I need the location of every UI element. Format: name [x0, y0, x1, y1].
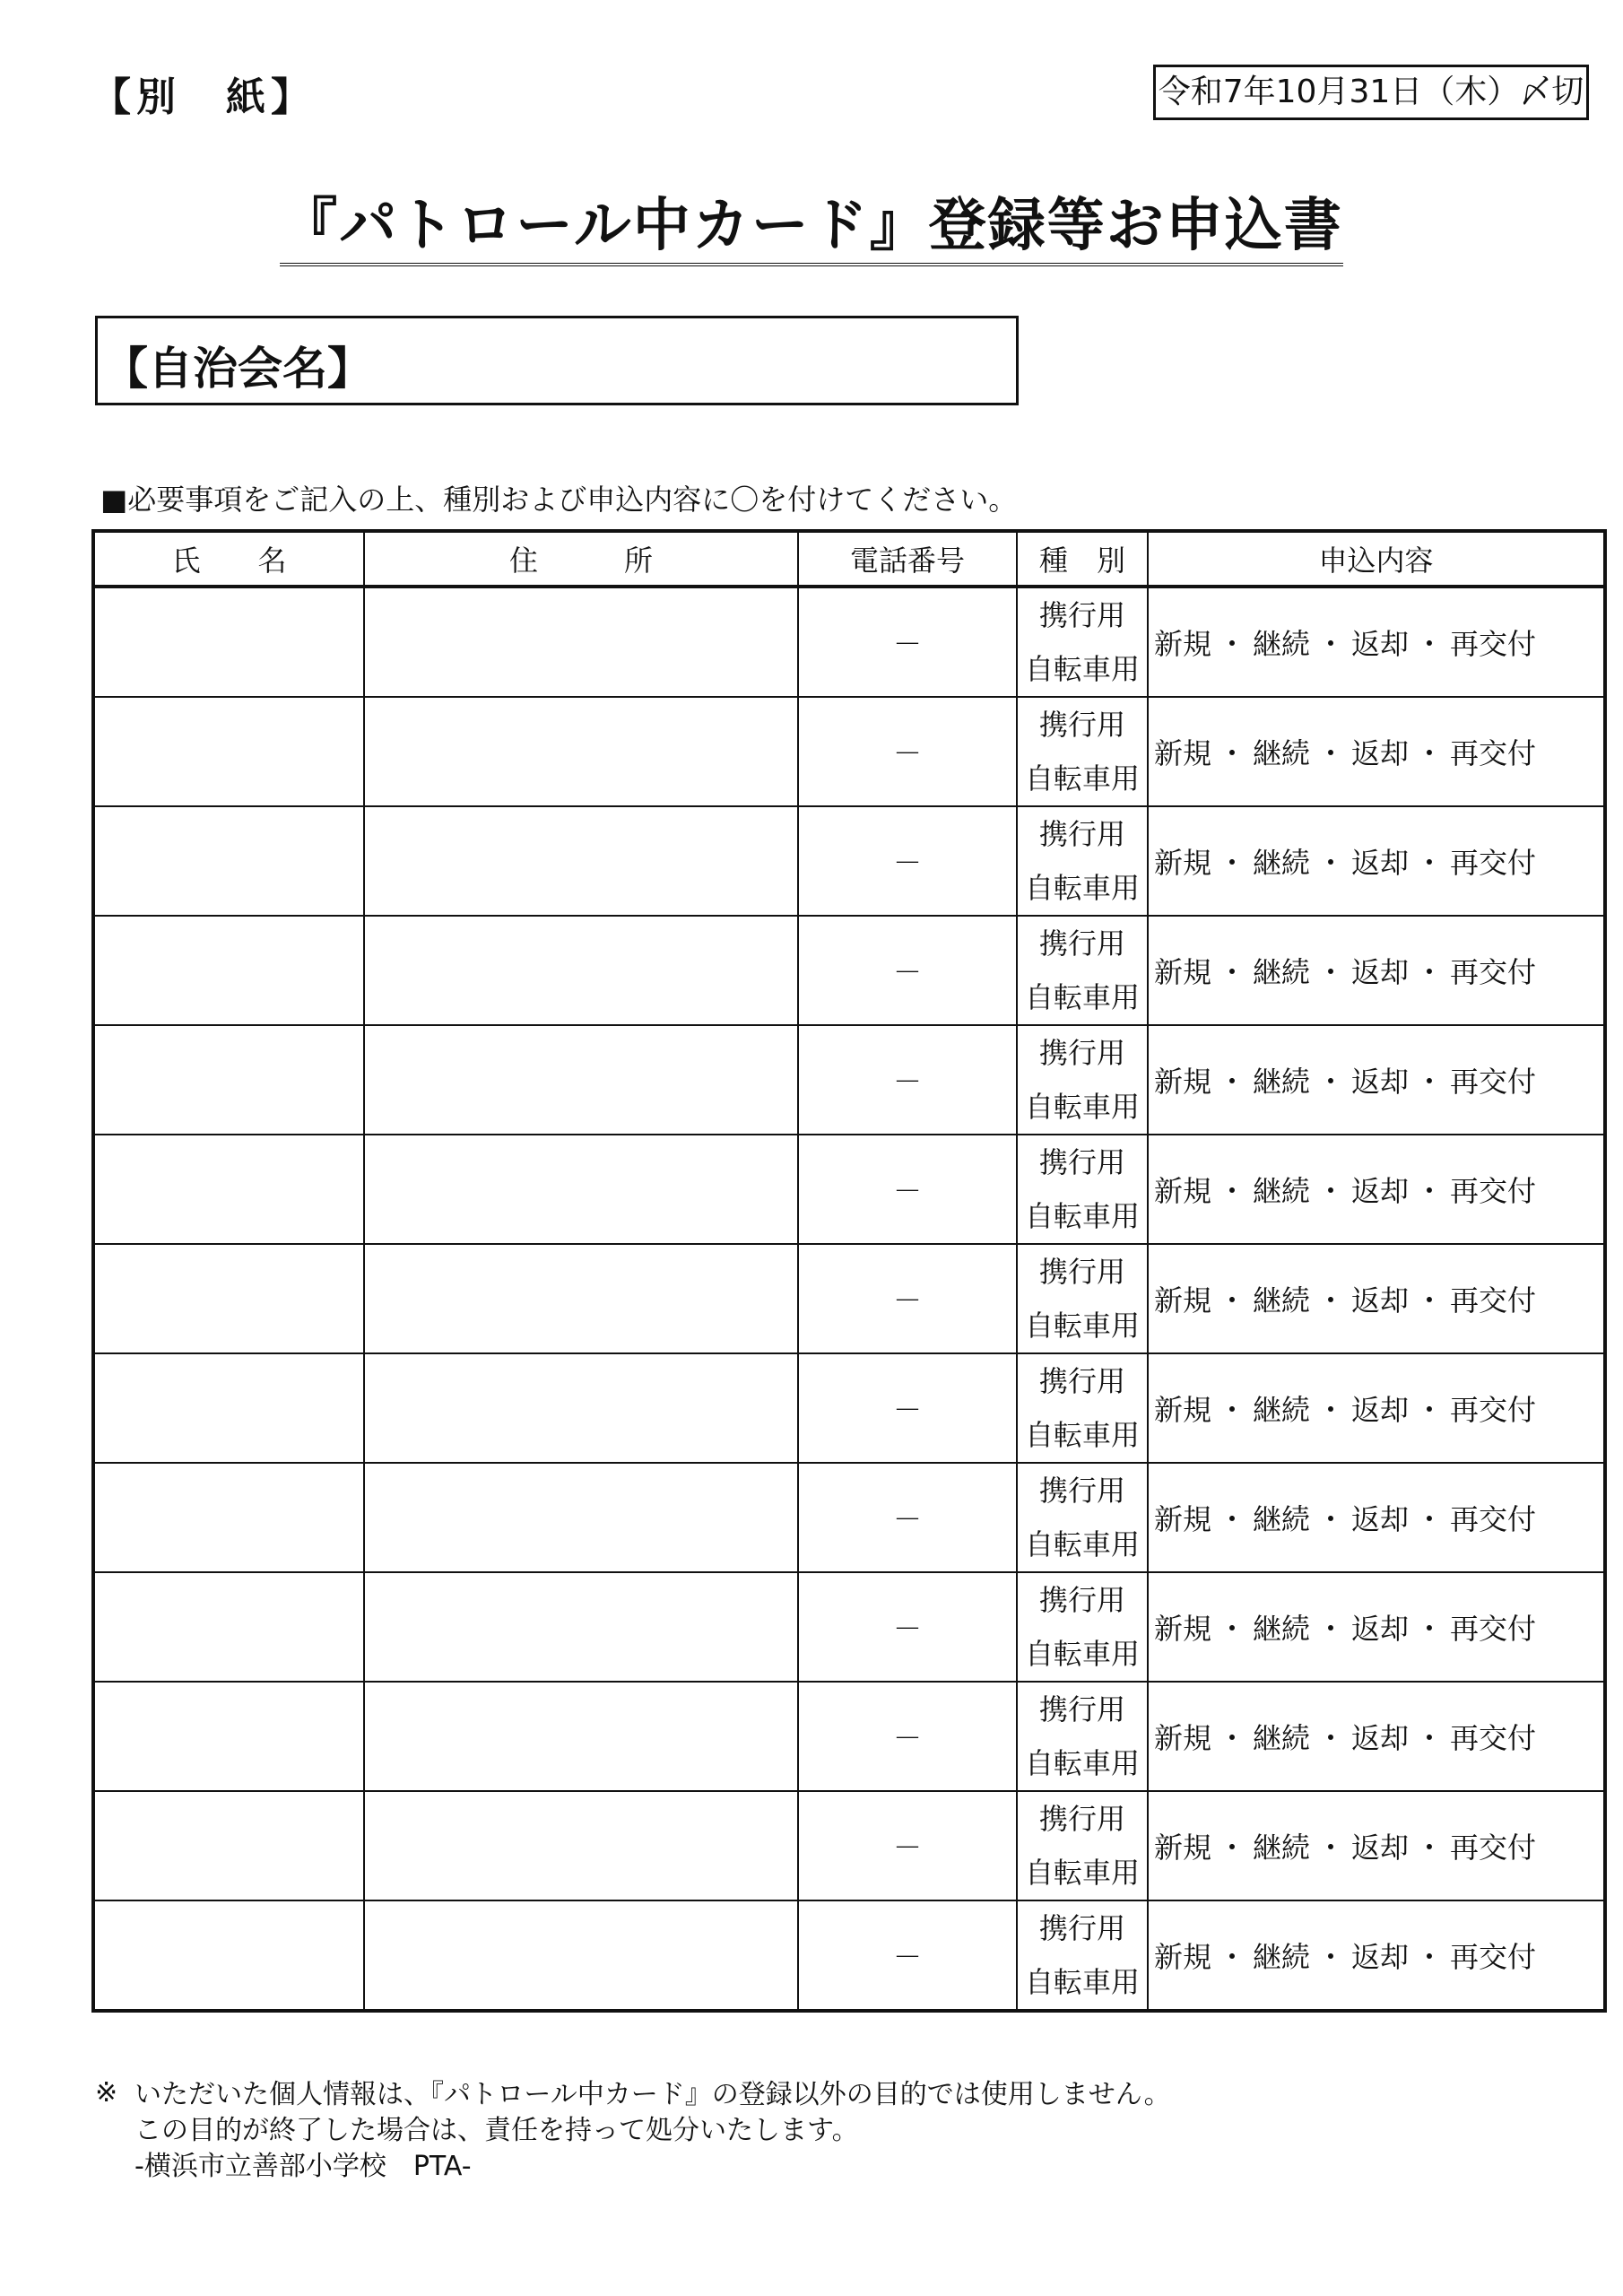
type-cell: [1017, 806, 1148, 916]
type-option[interactable]: 携行用: [1038, 1255, 1125, 1289]
name-cell[interactable]: [93, 1025, 364, 1135]
name-cell[interactable]: [93, 587, 364, 697]
type-option[interactable]: 自転車用: [1024, 1199, 1140, 1233]
header-address: 住 所: [364, 531, 798, 587]
name-cell[interactable]: [93, 806, 364, 916]
request-cell: [1148, 587, 1605, 697]
address-cell[interactable]: [364, 587, 798, 697]
table-row: [93, 1682, 1605, 1791]
option-separator: ・: [1316, 1393, 1346, 1427]
request-cell: [1148, 806, 1605, 916]
request-option[interactable]: 新規: [1154, 846, 1212, 880]
address-cell[interactable]: [364, 916, 798, 1025]
name-cell[interactable]: [93, 1463, 364, 1572]
address-cell[interactable]: [364, 1791, 798, 1900]
name-cell[interactable]: [93, 1900, 364, 2011]
request-option[interactable]: 再交付: [1450, 1174, 1537, 1208]
note-line: -横浜市立善部小学校 PTA-: [135, 2151, 472, 2182]
option-separator: ・: [1218, 1065, 1247, 1099]
request-option[interactable]: 新規: [1154, 736, 1212, 770]
table-row: [93, 916, 1605, 1025]
type-option[interactable]: 携行用: [1038, 598, 1125, 632]
option-separator: ・: [1415, 1502, 1445, 1536]
request-option[interactable]: 返却: [1351, 627, 1410, 661]
name-cell[interactable]: [93, 1244, 364, 1353]
address-cell[interactable]: [364, 1682, 798, 1791]
address-cell[interactable]: [364, 1900, 798, 2011]
option-separator: ・: [1218, 1393, 1247, 1427]
name-cell[interactable]: [93, 1682, 364, 1791]
type-option[interactable]: 自転車用: [1024, 652, 1140, 686]
type-option[interactable]: 携行用: [1038, 926, 1125, 961]
request-option[interactable]: 継続: [1253, 955, 1311, 989]
request-option[interactable]: 再交付: [1450, 1940, 1537, 1974]
option-separator: ・: [1415, 1831, 1445, 1865]
request-option[interactable]: 返却: [1351, 1065, 1410, 1099]
request-option[interactable]: 継続: [1253, 1612, 1311, 1646]
option-separator: ・: [1415, 1940, 1445, 1974]
request-option[interactable]: 新規: [1154, 1831, 1212, 1865]
type-option[interactable]: 携行用: [1038, 1474, 1125, 1508]
type-cell: [1017, 1900, 1148, 2011]
request-option[interactable]: 返却: [1351, 1174, 1410, 1208]
table-row: [93, 1135, 1605, 1244]
note-line: この目的が終了した場合は、責任を持って処分いたします。: [135, 2115, 859, 2146]
phone-cell[interactable]: －: [798, 806, 1017, 916]
request-option[interactable]: 継続: [1253, 627, 1311, 661]
type-option[interactable]: 自転車用: [1024, 980, 1140, 1014]
request-option[interactable]: 新規: [1154, 627, 1212, 661]
request-option[interactable]: 返却: [1351, 1502, 1410, 1536]
option-separator: ・: [1415, 627, 1445, 661]
request-cell: [1148, 1353, 1605, 1463]
type-cell: [1017, 1353, 1148, 1463]
request-option[interactable]: 新規: [1154, 1174, 1212, 1208]
phone-cell[interactable]: －: [798, 587, 1017, 697]
request-option[interactable]: 再交付: [1450, 736, 1537, 770]
request-option[interactable]: 再交付: [1450, 1612, 1537, 1646]
type-option[interactable]: 自転車用: [1024, 1309, 1140, 1343]
request-option[interactable]: 再交付: [1450, 1393, 1537, 1427]
header-name: 氏 名: [93, 531, 364, 587]
address-cell[interactable]: [364, 1353, 798, 1463]
request-cell: [1148, 1791, 1605, 1900]
request-cell: [1148, 1463, 1605, 1572]
request-option[interactable]: 継続: [1253, 1721, 1311, 1755]
address-cell[interactable]: [364, 1135, 798, 1244]
request-cell: [1148, 1135, 1605, 1244]
type-option[interactable]: 自転車用: [1024, 1856, 1140, 1890]
table-row: [93, 806, 1605, 916]
request-option[interactable]: 返却: [1351, 1283, 1410, 1318]
request-option[interactable]: 再交付: [1450, 1831, 1537, 1865]
phone-cell[interactable]: －: [798, 1353, 1017, 1463]
option-separator: ・: [1218, 1174, 1247, 1208]
option-separator: ・: [1316, 736, 1346, 770]
type-option[interactable]: 自転車用: [1024, 1637, 1140, 1671]
option-separator: ・: [1218, 846, 1247, 880]
option-separator: ・: [1316, 1065, 1346, 1099]
option-separator: ・: [1415, 1065, 1445, 1099]
address-cell[interactable]: [364, 806, 798, 916]
type-cell: [1017, 697, 1148, 806]
name-cell[interactable]: [93, 1572, 364, 1682]
request-option[interactable]: 新規: [1154, 1502, 1212, 1536]
type-option[interactable]: 携行用: [1038, 1911, 1125, 1945]
type-option[interactable]: 自転車用: [1024, 871, 1140, 905]
request-option[interactable]: 返却: [1351, 1612, 1410, 1646]
option-separator: ・: [1316, 1174, 1346, 1208]
request-option[interactable]: 返却: [1351, 1831, 1410, 1865]
privacy-notes: [135, 2077, 1171, 2185]
table-header-row: [93, 531, 1605, 587]
name-cell[interactable]: [93, 697, 364, 806]
option-separator: ・: [1415, 1721, 1445, 1755]
request-option[interactable]: 再交付: [1450, 955, 1537, 989]
phone-cell[interactable]: －: [798, 697, 1017, 806]
instruction-text: ■必要事項をご記入の上、種別および申込内容に〇を付けてください。: [100, 483, 1018, 517]
type-option[interactable]: 携行用: [1038, 1583, 1125, 1617]
type-option[interactable]: 自転車用: [1024, 1746, 1140, 1780]
request-option[interactable]: 返却: [1351, 1940, 1410, 1974]
name-cell[interactable]: [93, 916, 364, 1025]
phone-cell[interactable]: －: [798, 916, 1017, 1025]
request-option[interactable]: 継続: [1253, 1065, 1311, 1099]
request-option[interactable]: 継続: [1253, 1831, 1311, 1865]
request-cell: [1148, 1025, 1605, 1135]
request-option[interactable]: 再交付: [1450, 1065, 1537, 1099]
address-cell[interactable]: [364, 1025, 798, 1135]
type-option[interactable]: 携行用: [1038, 1036, 1125, 1070]
name-cell[interactable]: [93, 1791, 364, 1900]
request-cell: [1148, 1572, 1605, 1682]
option-separator: ・: [1218, 1721, 1247, 1755]
phone-cell[interactable]: －: [798, 1791, 1017, 1900]
option-separator: ・: [1316, 1940, 1346, 1974]
type-cell: [1017, 1572, 1148, 1682]
name-cell[interactable]: [93, 1353, 364, 1463]
request-option[interactable]: 再交付: [1450, 846, 1537, 880]
type-cell: [1017, 1791, 1148, 1900]
table-row: [93, 1791, 1605, 1900]
type-option[interactable]: 携行用: [1038, 1802, 1125, 1836]
table-body: [93, 587, 1605, 2011]
request-option[interactable]: 継続: [1253, 1283, 1311, 1318]
type-option[interactable]: 自転車用: [1024, 1418, 1140, 1452]
phone-cell[interactable]: －: [798, 1244, 1017, 1353]
request-option[interactable]: 新規: [1154, 1283, 1212, 1318]
note-line: いただいた個人情報は、『パトロール中カード』の登録以外の目的では使用しません。: [135, 2079, 1171, 2110]
request-option[interactable]: 継続: [1253, 736, 1311, 770]
association-name-label: 【自治会名】: [103, 343, 372, 395]
header-request: 申込内容: [1148, 531, 1605, 587]
type-cell: [1017, 1682, 1148, 1791]
type-option[interactable]: 携行用: [1038, 1145, 1125, 1179]
request-option[interactable]: 新規: [1154, 955, 1212, 989]
table-row: [93, 587, 1605, 697]
option-separator: ・: [1218, 1831, 1247, 1865]
type-cell: [1017, 1135, 1148, 1244]
document-title: [0, 179, 1623, 262]
option-separator: ・: [1415, 736, 1445, 770]
option-separator: ・: [1316, 955, 1346, 989]
type-option[interactable]: 携行用: [1038, 1692, 1125, 1726]
option-separator: ・: [1316, 1721, 1346, 1755]
header-type: 種 別: [1017, 531, 1148, 587]
request-option[interactable]: 新規: [1154, 1721, 1212, 1755]
request-option[interactable]: 継続: [1253, 846, 1311, 880]
option-separator: ・: [1415, 1283, 1445, 1318]
option-separator: ・: [1415, 846, 1445, 880]
address-cell[interactable]: [364, 1244, 798, 1353]
request-option[interactable]: 新規: [1154, 1393, 1212, 1427]
annex-label: 【別 紙】: [91, 74, 316, 120]
name-cell[interactable]: [93, 1135, 364, 1244]
option-separator: ・: [1415, 1393, 1445, 1427]
request-option[interactable]: 継続: [1253, 1502, 1311, 1536]
option-separator: ・: [1316, 1612, 1346, 1646]
option-separator: ・: [1218, 627, 1247, 661]
request-option[interactable]: 返却: [1351, 736, 1410, 770]
type-option[interactable]: 携行用: [1038, 817, 1125, 851]
type-option[interactable]: 自転車用: [1024, 761, 1140, 796]
type-cell: [1017, 1244, 1148, 1353]
option-separator: ・: [1316, 627, 1346, 661]
option-separator: ・: [1218, 1502, 1247, 1536]
table-row: [93, 1900, 1605, 2011]
phone-cell[interactable]: －: [798, 1025, 1017, 1135]
phone-cell[interactable]: －: [798, 1463, 1017, 1572]
request-option[interactable]: 継続: [1253, 1940, 1311, 1974]
request-option[interactable]: 返却: [1351, 955, 1410, 989]
request-option[interactable]: 再交付: [1450, 627, 1537, 661]
association-name-field[interactable]: [95, 316, 1019, 405]
option-separator: ・: [1415, 1612, 1445, 1646]
request-cell: [1148, 1900, 1605, 2011]
type-option[interactable]: 携行用: [1038, 708, 1125, 742]
option-separator: ・: [1218, 955, 1247, 989]
header-phone: 電話番号: [798, 531, 1017, 587]
table-row: [93, 1244, 1605, 1353]
table-row: [93, 1572, 1605, 1682]
request-cell: [1148, 1244, 1605, 1353]
request-option[interactable]: 新規: [1154, 1940, 1212, 1974]
phone-cell[interactable]: －: [798, 1572, 1017, 1682]
type-cell: [1017, 1025, 1148, 1135]
request-cell: [1148, 916, 1605, 1025]
request-option[interactable]: 再交付: [1450, 1283, 1537, 1318]
note-mark: ※: [95, 2077, 118, 2109]
option-separator: ・: [1218, 1612, 1247, 1646]
option-separator: ・: [1316, 1283, 1346, 1318]
address-cell[interactable]: [364, 697, 798, 806]
request-option[interactable]: 新規: [1154, 1065, 1212, 1099]
type-cell: [1017, 916, 1148, 1025]
option-separator: ・: [1316, 1831, 1346, 1865]
option-separator: ・: [1316, 1502, 1346, 1536]
type-option[interactable]: 自転車用: [1024, 1965, 1140, 1999]
request-option[interactable]: 継続: [1253, 1393, 1311, 1427]
request-option[interactable]: 返却: [1351, 846, 1410, 880]
request-option[interactable]: 再交付: [1450, 1721, 1537, 1755]
phone-cell[interactable]: －: [798, 1135, 1017, 1244]
table-row: [93, 1025, 1605, 1135]
option-separator: ・: [1218, 1283, 1247, 1318]
option-separator: ・: [1415, 1174, 1445, 1208]
address-cell[interactable]: [364, 1463, 798, 1572]
option-separator: ・: [1415, 955, 1445, 989]
table-row: [93, 1353, 1605, 1463]
option-separator: ・: [1218, 1940, 1247, 1974]
application-table: [91, 529, 1607, 2013]
type-option[interactable]: 携行用: [1038, 1364, 1125, 1398]
request-cell: [1148, 1682, 1605, 1791]
address-cell[interactable]: [364, 1572, 798, 1682]
request-cell: [1148, 697, 1605, 806]
request-option[interactable]: 返却: [1351, 1393, 1410, 1427]
phone-cell[interactable]: －: [798, 1682, 1017, 1791]
option-separator: ・: [1218, 736, 1247, 770]
type-option[interactable]: 自転車用: [1024, 1090, 1140, 1124]
table-row: [93, 1463, 1605, 1572]
request-option[interactable]: 再交付: [1450, 1502, 1537, 1536]
type-cell: [1017, 1463, 1148, 1572]
option-separator: ・: [1316, 846, 1346, 880]
table-row: [93, 697, 1605, 806]
deadline-box: 令和7年10月31日（木）〆切: [1153, 65, 1589, 120]
phone-cell[interactable]: －: [798, 1900, 1017, 2011]
document-title-text: 『パトロール中カード』登録等お申込書: [280, 193, 1342, 266]
type-option[interactable]: 自転車用: [1024, 1527, 1140, 1561]
request-option[interactable]: 新規: [1154, 1612, 1212, 1646]
request-option[interactable]: 継続: [1253, 1174, 1311, 1208]
request-option[interactable]: 返却: [1351, 1721, 1410, 1755]
type-cell: [1017, 587, 1148, 697]
